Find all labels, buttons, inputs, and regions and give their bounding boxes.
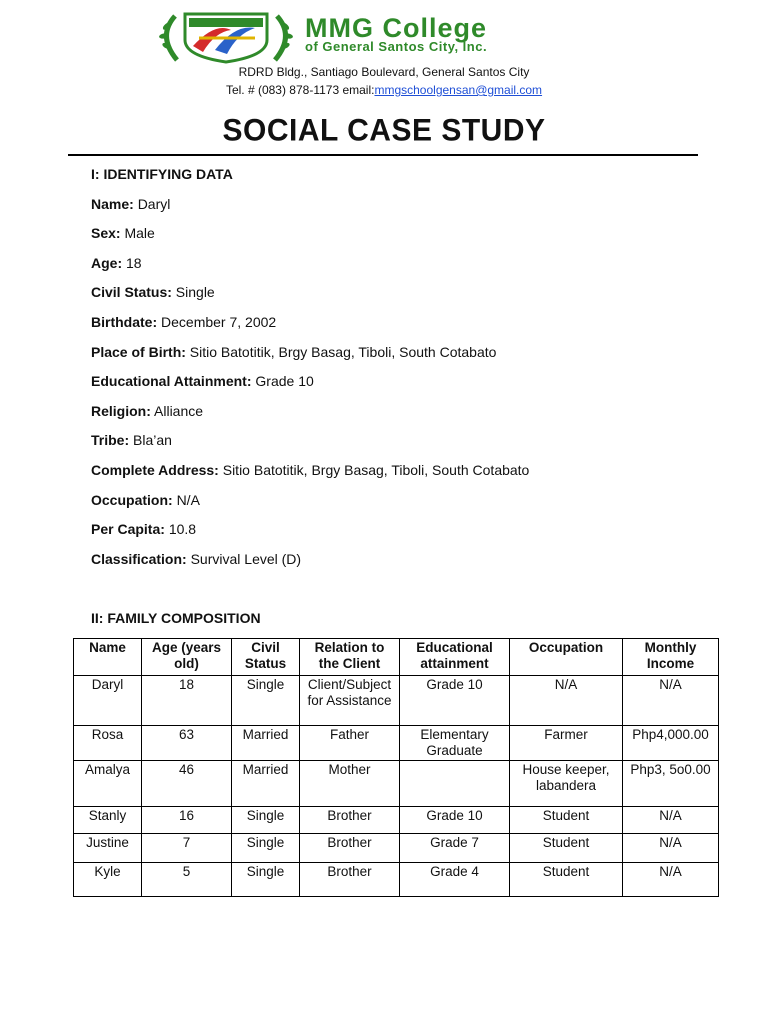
table-cell: Amalya <box>74 761 142 807</box>
field-birthdate <box>91 314 276 330</box>
table-cell: Daryl <box>74 676 142 726</box>
field-label: Occupation: <box>91 492 173 508</box>
table-row <box>74 726 719 761</box>
field-value: Grade 10 <box>255 373 314 389</box>
field-label: Age: <box>91 255 123 271</box>
table-cell: Grade 7 <box>400 834 510 863</box>
table-cell: Brother <box>300 863 400 897</box>
family-composition-heading: II: FAMILY COMPOSITION <box>91 610 261 626</box>
table-row <box>74 834 719 863</box>
field-label: Civil Status: <box>91 284 172 300</box>
field-label: Birthdate: <box>91 314 158 330</box>
field-complete-address <box>91 462 529 478</box>
field-value: 18 <box>126 255 142 271</box>
column-header: Educational attainment <box>400 639 510 676</box>
table-cell: Single <box>232 863 300 897</box>
column-header: Monthly Income <box>623 639 719 676</box>
column-header: Civil Status <box>232 639 300 676</box>
field-label: Place of Birth: <box>91 344 186 360</box>
table-cell: Farmer <box>510 726 623 761</box>
field-value: Sitio Batotitik, Brgy Basag, Tiboli, South Cotabato <box>222 462 530 478</box>
field-label: Tribe: <box>91 432 130 448</box>
college-address: RDRD Bldg., Santiago Boulevard, General Santos City <box>238 65 530 79</box>
contact-phone: Tel. # (083) 878-1173 email: <box>225 83 375 97</box>
field-place-of-birth <box>91 344 496 360</box>
table-cell: Brother <box>300 834 400 863</box>
table-cell: Mother <box>300 761 400 807</box>
column-header: Age (years old) <box>142 639 232 676</box>
field-sex <box>91 225 155 241</box>
table-row <box>74 807 719 834</box>
identifying-data-heading: I: IDENTIFYING DATA <box>91 166 233 182</box>
table-cell: Kyle <box>74 863 142 897</box>
field-per-capita <box>91 521 196 537</box>
field-civil-status <box>91 284 215 300</box>
contact-email-link[interactable]: mmgschoolgensan@gmail.com <box>374 83 543 97</box>
table-cell: Student <box>510 807 623 834</box>
column-header: Relation to the Client <box>300 639 400 676</box>
table-cell: House keeper, labandera <box>510 761 623 807</box>
table-cell: N/A <box>623 676 719 726</box>
table-cell: Single <box>232 676 300 726</box>
field-label: Name: <box>91 196 134 212</box>
table-cell: N/A <box>510 676 623 726</box>
table-cell: N/A <box>623 863 719 897</box>
column-header: Occupation <box>510 639 623 676</box>
field-label: Educational Attainment: <box>91 373 252 389</box>
field-value: 10.8 <box>168 521 197 537</box>
table-cell: Student <box>510 834 623 863</box>
table-cell: 7 <box>142 834 232 863</box>
title-divider <box>68 154 698 156</box>
field-value: N/A <box>176 492 200 508</box>
field-value: Bla’an <box>133 432 172 448</box>
table-cell <box>400 761 510 807</box>
table-body <box>74 676 719 897</box>
table-cell: N/A <box>623 807 719 834</box>
table-row <box>74 676 719 726</box>
field-occupation <box>91 492 200 508</box>
table-cell: Grade 10 <box>400 807 510 834</box>
field-religion <box>91 403 203 419</box>
table-cell: Single <box>232 834 300 863</box>
family-composition-table <box>73 638 719 897</box>
table-cell: Stanly <box>74 807 142 834</box>
field-value: December 7, 2002 <box>161 314 277 330</box>
field-name <box>91 196 170 212</box>
table-cell: Married <box>232 761 300 807</box>
college-subtitle: of General Santos City, Inc. <box>305 39 488 54</box>
table-cell: Brother <box>300 807 400 834</box>
field-label: Religion: <box>91 403 151 419</box>
letterhead <box>0 0 768 112</box>
field-value: Single <box>175 284 215 300</box>
field-label: Complete Address: <box>91 462 219 478</box>
table-cell: 5 <box>142 863 232 897</box>
college-contact <box>0 83 768 97</box>
table-cell: N/A <box>623 834 719 863</box>
table-header-row <box>74 639 719 676</box>
table-cell: Grade 10 <box>400 676 510 726</box>
college-logo-icon <box>155 8 297 64</box>
column-header: Name <box>74 639 142 676</box>
table-cell: 16 <box>142 807 232 834</box>
field-age <box>91 255 142 271</box>
table-cell: Married <box>232 726 300 761</box>
table-cell: Rosa <box>74 726 142 761</box>
document-title: SOCIAL CASE STUDY <box>222 113 546 148</box>
table-cell: Php3, 5o0.00 <box>623 761 719 807</box>
table-cell: 63 <box>142 726 232 761</box>
field-educational-attainment <box>91 373 314 389</box>
table-cell: Student <box>510 863 623 897</box>
table-cell: Father <box>300 726 400 761</box>
field-value: Daryl <box>137 196 171 212</box>
table-row <box>74 761 719 807</box>
field-tribe <box>91 432 172 448</box>
table-cell: Client/Subject for Assistance <box>300 676 400 726</box>
field-label: Per Capita: <box>91 521 165 537</box>
table-row <box>74 863 719 897</box>
field-label: Classification: <box>91 551 187 567</box>
table-cell: Php4,000.00 <box>623 726 719 761</box>
field-label: Sex: <box>91 225 121 241</box>
table-cell: Single <box>232 807 300 834</box>
table-cell: 18 <box>142 676 232 726</box>
field-value: Sitio Batotitik, Brgy Basag, Tiboli, South Cotabato <box>189 344 497 360</box>
field-classification <box>91 551 301 567</box>
table-cell: Justine <box>74 834 142 863</box>
field-value: Male <box>124 225 155 241</box>
field-value: Alliance <box>154 403 204 419</box>
table-cell: Grade 4 <box>400 863 510 897</box>
field-value: Survival Level (D) <box>190 551 302 567</box>
table-cell: 46 <box>142 761 232 807</box>
table-cell: Elementary Graduate <box>400 726 510 761</box>
college-name: MMG College <box>305 13 488 43</box>
